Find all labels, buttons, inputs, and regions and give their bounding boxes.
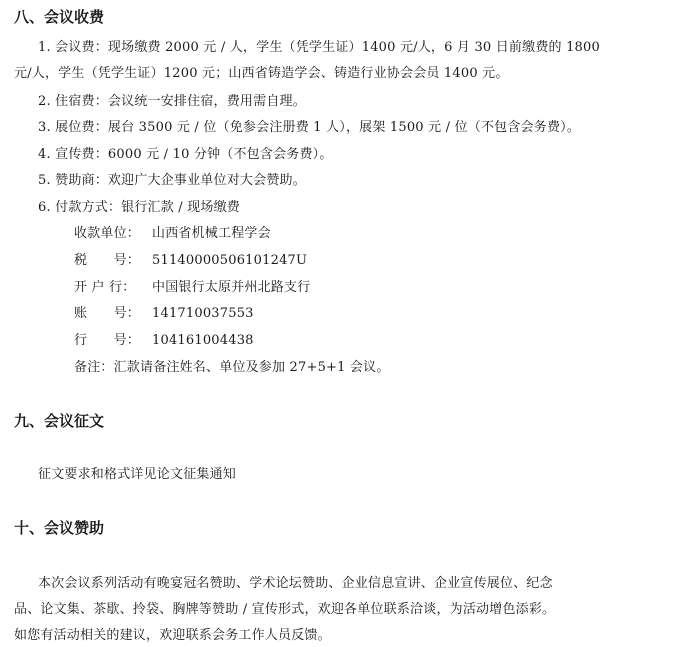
bank-row bbox=[74, 276, 310, 295]
account-row bbox=[74, 302, 254, 321]
payee-value: 山西省机械工程学会 bbox=[152, 226, 271, 241]
lodging-item: 2. 住宿费：会议统一安排住宿，费用需自理。 bbox=[38, 94, 306, 109]
booth-item: 3. 展位费：展台 3500 元 / 位（免参会注册费 1 人），展架 1500 元 / 位（不包含会务费）。 bbox=[38, 120, 581, 135]
sponsorship-line-1: 本次会议系列活动有晚宴冠名赞助、学术论坛赞助、企业信息宣讲、企业宣传展位、纪念 bbox=[38, 576, 553, 591]
payee-label: 收款单位： bbox=[74, 226, 141, 241]
bank-code-value: 104161004438 bbox=[152, 333, 254, 348]
payment-method-item: 6. 付款方式：银行汇款 / 现场缴费 bbox=[38, 200, 240, 215]
sponsor-item: 5. 赞助商：欢迎广大企事业单位对大会赞助。 bbox=[38, 173, 306, 188]
fee-item-line-1: 1. 会议费：现场缴费 2000 元 / 人，学生（凭学生证）1400 元/人，6 月 30 日前缴费的 1800 bbox=[38, 40, 600, 55]
section-9-text: 征文要求和格式详见论文征集通知 bbox=[38, 467, 237, 482]
section-8-heading: 八、会议收费 bbox=[14, 8, 105, 26]
payee-row bbox=[74, 222, 271, 241]
bank-code-row bbox=[74, 329, 254, 348]
fee-item-line-2: 元/人，学生（凭学生证）1200 元；山西省铸造学会、铸造行业协会会员 1400 元。 bbox=[14, 66, 509, 81]
bank-value: 中国银行太原并州北路支行 bbox=[152, 280, 311, 295]
account-label: 账 号： bbox=[74, 306, 141, 321]
payment-note: 备注：汇款请备注姓名、单位及参加 27+5+1 会议。 bbox=[74, 360, 390, 375]
sponsorship-line-3: 如您有活动相关的建议，欢迎联系会务工作人员反馈。 bbox=[14, 628, 331, 643]
tax-value: 51140000506101247U bbox=[152, 253, 308, 268]
section-10-heading: 十、会议赞助 bbox=[14, 519, 105, 537]
bank-label: 开 户 行： bbox=[74, 280, 136, 295]
section-9-heading: 九、会议征文 bbox=[14, 412, 105, 430]
bank-code-label: 行 号： bbox=[74, 333, 141, 348]
promo-item: 4. 宣传费：6000 元 / 10 分钟（不包含会务费）。 bbox=[38, 147, 333, 162]
tax-row bbox=[74, 249, 307, 268]
sponsorship-line-2: 品、论文集、茶歇、拎袋、胸牌等赞助 / 宣传形式，欢迎各单位联系洽谈，为活动增色添彩。 bbox=[14, 602, 556, 617]
account-value: 141710037553 bbox=[152, 306, 254, 321]
tax-label: 税 号： bbox=[74, 253, 141, 268]
